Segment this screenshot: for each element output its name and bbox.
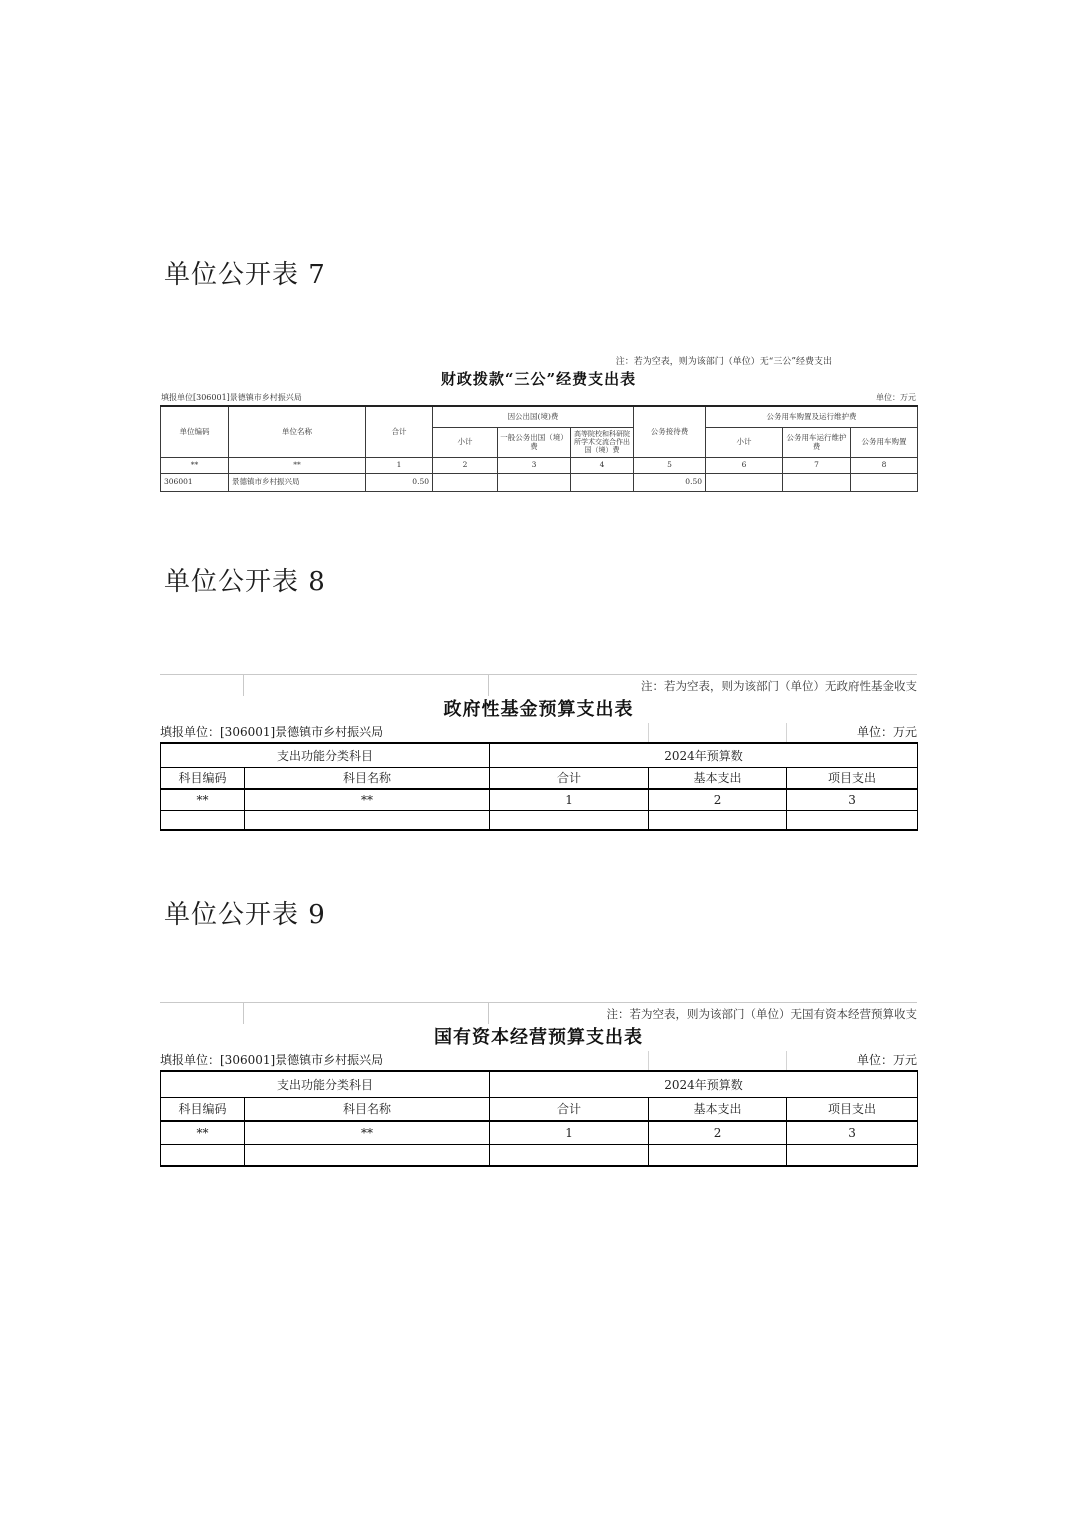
t7-index-cell: 6: [706, 457, 783, 473]
table9-note-row: [160, 1002, 917, 1024]
t9-project-expense-header: 项目支出: [787, 1097, 918, 1121]
t8-empty-cell: [787, 810, 918, 830]
t7-index-cell: 3: [498, 457, 571, 473]
table7-block: [160, 356, 917, 492]
t9-subject-name-header: 科目名称: [245, 1097, 490, 1121]
t9-index-cell: **: [245, 1121, 490, 1144]
t8-index-cell: 2: [649, 789, 787, 810]
table7-subheader: [160, 390, 917, 405]
t7-cell: [706, 473, 783, 491]
section-heading-table7: 单位公开表 7: [164, 260, 326, 290]
t8-empty-cell: [649, 810, 787, 830]
table8-note: 注：若为空表，则为该部门（单位）无政府性基金收支: [641, 679, 917, 693]
table9: [160, 1070, 918, 1167]
t9-index-cell: 1: [490, 1121, 649, 1144]
t9-index-cell: 3: [787, 1121, 918, 1144]
t9-subject-code-header: 科目编码: [161, 1097, 245, 1121]
t7-abroad-group-header: 因公出国(境)费: [433, 406, 634, 427]
table9-title: 国有资本经营预算支出表: [434, 1027, 643, 1048]
t7-index-cell: 7: [783, 457, 851, 473]
t9-total-header: 合计: [490, 1097, 649, 1121]
t9-function-category-header: 支出功能分类科目: [161, 1071, 490, 1097]
section-heading-table8: 单位公开表 8: [164, 567, 326, 597]
t7-cell-unit-name: 景德镇市乡村振兴局: [229, 473, 366, 491]
t8-index-row: [161, 789, 918, 810]
t7-abroad-academic-header: 高等院校和科研院所学术交流合作出国（境）费: [571, 427, 634, 457]
t7-cell: [433, 473, 498, 491]
t7-vehicle-subtotal-header: 小计: [706, 427, 783, 457]
t7-index-cell: 4: [571, 457, 634, 473]
t7-index-cell: **: [161, 457, 229, 473]
t7-cell-unit-code: 306001: [161, 473, 229, 491]
section-heading-table9: 单位公开表 9: [164, 900, 326, 930]
t8-empty-cell: [490, 810, 649, 830]
t9-basic-expense-header: 基本支出: [649, 1097, 787, 1121]
table8-note-row: [160, 674, 917, 696]
table7-note: 注：若为空表，则为该部门（单位）无“三公”经费支出: [615, 357, 832, 367]
t7-cell: [498, 473, 571, 491]
table7-unit-label: 单位：万元: [876, 393, 916, 402]
t7-data-row: [161, 473, 918, 491]
t7-index-cell: 5: [634, 457, 706, 473]
grid-stub-cell: [160, 1003, 244, 1024]
t9-empty-row: [161, 1144, 918, 1166]
t7-unit-code-header: 单位编码: [161, 406, 229, 457]
t7-cell: [851, 473, 918, 491]
t9-empty-cell: [649, 1144, 787, 1166]
t9-empty-cell: [161, 1144, 245, 1166]
t8-empty-cell: [245, 810, 490, 830]
t7-total-header: 合计: [366, 406, 433, 457]
table7: [160, 405, 918, 492]
t8-budget-2024-header: 2024年预算数: [490, 743, 918, 767]
t8-empty-cell: [161, 810, 245, 830]
table9-note: 注：若为空表，则为该部门（单位）无国有资本经营预算收支: [606, 1007, 917, 1021]
table9-subheader: [160, 1051, 917, 1070]
t7-index-cell: 1: [366, 457, 433, 473]
t7-unit-name-header: 单位名称: [229, 406, 366, 457]
table9-filler-unit: 填报单位：[306001]景德镇市乡村振兴局: [160, 1053, 384, 1067]
table8-title: 政府性基金预算支出表: [443, 699, 634, 720]
t7-cell: [783, 473, 851, 491]
t9-empty-cell: [245, 1144, 490, 1166]
t7-index-cell: **: [229, 457, 366, 473]
table8-subheader: [160, 723, 917, 742]
t8-index-cell: 3: [787, 789, 918, 810]
t8-basic-expense-header: 基本支出: [649, 767, 787, 789]
grid-stub-cell: [648, 723, 786, 742]
t8-subject-code-header: 科目编码: [161, 767, 245, 789]
table8-unit-label: 单位：万元: [786, 723, 917, 742]
table8-block: [160, 674, 917, 831]
t7-abroad-subtotal-header: 小计: [433, 427, 498, 457]
t9-empty-cell: [490, 1144, 649, 1166]
t8-project-expense-header: 项目支出: [787, 767, 918, 789]
t7-index-cell: 2: [433, 457, 498, 473]
table7-title: 财政拨款“三公”经费支出表: [440, 370, 637, 388]
t7-reception-header: 公务接待费: [634, 406, 706, 457]
grid-stub-cell: [244, 675, 489, 696]
t7-index-row: [161, 457, 918, 473]
t7-cell-total: 0.50: [366, 473, 433, 491]
table7-filler-unit: 填报单位[306001]景德镇市乡村振兴局: [161, 393, 302, 402]
t8-index-cell: **: [161, 789, 245, 810]
t9-budget-2024-header: 2024年预算数: [490, 1071, 918, 1097]
t7-cell: [571, 473, 634, 491]
table8-filler-unit: 填报单位：[306001]景德镇市乡村振兴局: [160, 725, 384, 739]
grid-stub-cell: [648, 1051, 786, 1070]
t9-index-cell: 2: [649, 1121, 787, 1144]
t9-index-row: [161, 1121, 918, 1144]
t9-index-cell: **: [161, 1121, 245, 1144]
t8-empty-row: [161, 810, 918, 830]
t8-index-cell: 1: [490, 789, 649, 810]
t8-total-header: 合计: [490, 767, 649, 789]
table9-unit-label: 单位：万元: [786, 1051, 917, 1070]
grid-stub-cell: [160, 675, 244, 696]
t7-vehicle-purchase-header: 公务用车购置: [851, 427, 918, 457]
t7-vehicle-group-header: 公务用车购置及运行维护费: [706, 406, 918, 427]
t7-index-cell: 8: [851, 457, 918, 473]
t8-function-category-header: 支出功能分类科目: [161, 743, 490, 767]
table8: [160, 742, 918, 831]
t7-vehicle-maintenance-header: 公务用车运行维护费: [783, 427, 851, 457]
grid-stub-cell: [244, 1003, 489, 1024]
t7-abroad-general-header: 一般公务出国（境）费: [498, 427, 571, 457]
t7-cell-reception: 0.50: [634, 473, 706, 491]
table9-block: [160, 1002, 917, 1167]
t8-index-cell: **: [245, 789, 490, 810]
t9-empty-cell: [787, 1144, 918, 1166]
t8-subject-name-header: 科目名称: [245, 767, 490, 789]
